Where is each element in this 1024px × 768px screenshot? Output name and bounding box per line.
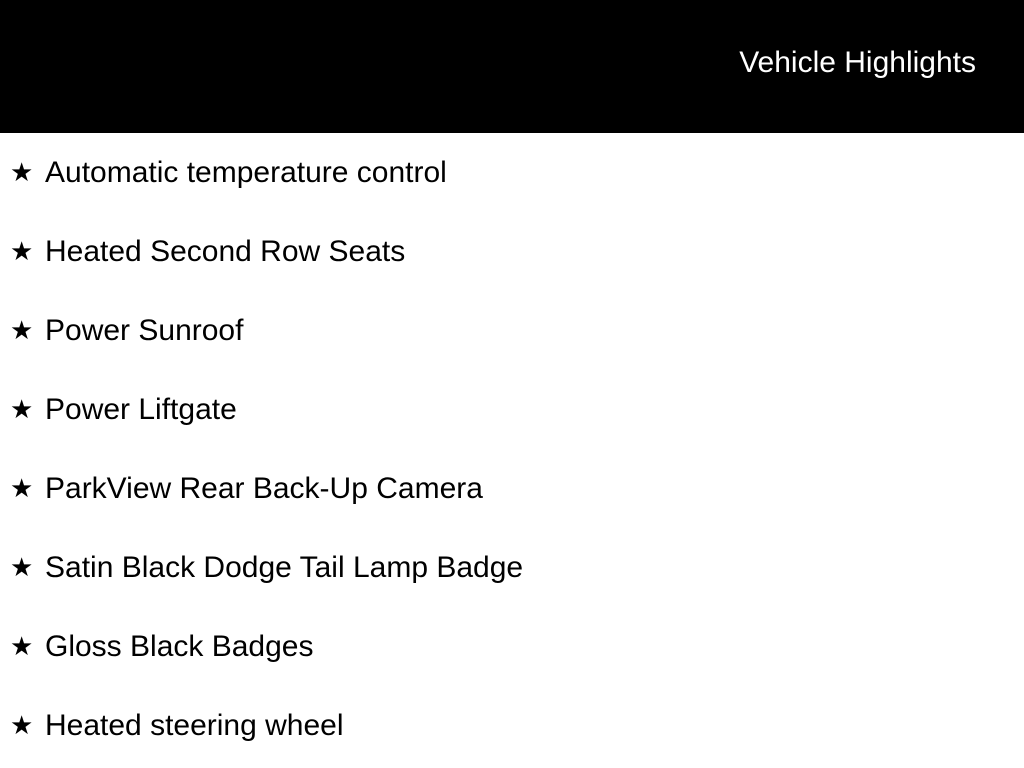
list-item-label: Power Liftgate bbox=[45, 392, 237, 426]
star-icon: ★ bbox=[10, 235, 34, 266]
list-item bbox=[0, 370, 1024, 449]
star-icon: ★ bbox=[10, 314, 34, 345]
header-band bbox=[0, 0, 1024, 133]
list-item bbox=[0, 212, 1024, 291]
star-icon: ★ bbox=[10, 472, 34, 503]
star-icon: ★ bbox=[10, 551, 34, 582]
star-icon: ★ bbox=[10, 630, 34, 661]
list-item bbox=[0, 449, 1024, 528]
list-item-label: Heated steering wheel bbox=[45, 708, 344, 742]
list-item bbox=[0, 607, 1024, 686]
list-item bbox=[0, 528, 1024, 607]
star-icon: ★ bbox=[10, 156, 34, 187]
list-item bbox=[0, 686, 1024, 765]
list-item-label: ParkView Rear Back-Up Camera bbox=[45, 471, 483, 505]
list-item-label: Satin Black Dodge Tail Lamp Badge bbox=[45, 550, 524, 584]
list-item-label: Heated Second Row Seats bbox=[45, 234, 406, 268]
list-item bbox=[0, 133, 1024, 212]
list-item bbox=[0, 291, 1024, 370]
star-icon: ★ bbox=[10, 393, 34, 424]
list-item-label: Power Sunroof bbox=[45, 313, 244, 347]
list-item-label: Automatic temperature control bbox=[45, 155, 447, 189]
page-title: Vehicle Highlights bbox=[739, 45, 976, 79]
highlights-list bbox=[0, 133, 1024, 765]
list-item-label: Gloss Black Badges bbox=[45, 629, 314, 663]
star-icon: ★ bbox=[10, 709, 34, 740]
